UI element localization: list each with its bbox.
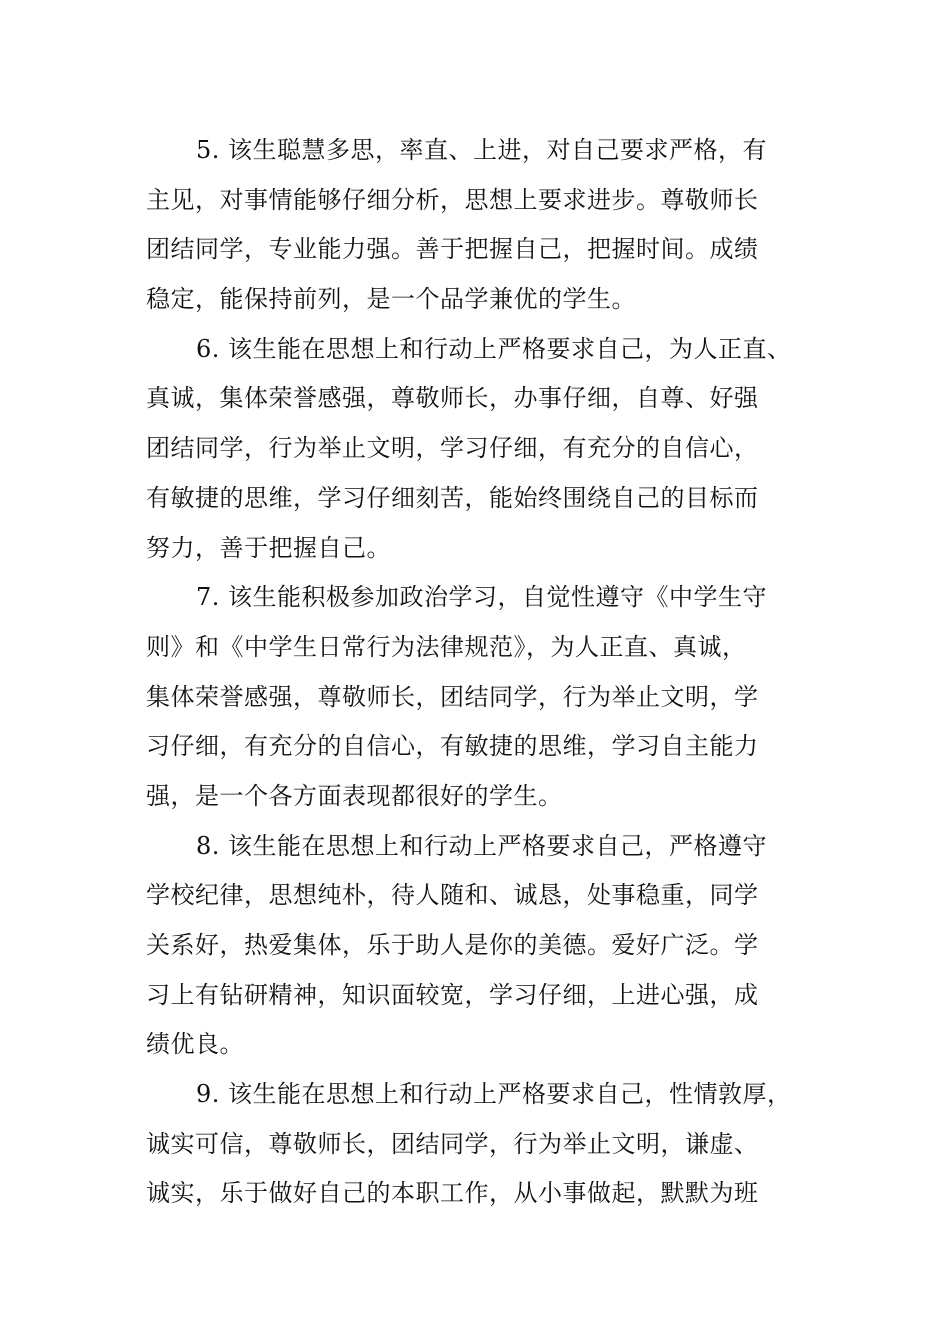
paragraph-5 xyxy=(146,126,836,325)
paragraph-line: 5. 该生聪慧多思，率直、上进，对自己要求严格，有 xyxy=(196,136,768,164)
paragraph-line: 稳定，能保持前列，是一个品学兼优的学生。 xyxy=(146,285,636,314)
paragraph-line: 主见，对事情能够仔细分析，思想上要求进步。尊敬师长 xyxy=(146,185,759,214)
paragraph-line: 绩优良。 xyxy=(146,1030,244,1059)
paragraph-line: 7. 该生能积极参加政治学习，自觉性遵守《中学生守 xyxy=(196,583,768,612)
paragraph-line: 则》和《中学生日常行为法律规范》，为人正直、真诚， xyxy=(146,632,747,661)
paragraph-line: 学校纪律，思想纯朴，待人随和、诚恳，处事稳重，同学 xyxy=(146,881,759,910)
paragraph-line: 团结同学，专业能力强。善于把握自己，把握时间。成绩 xyxy=(146,235,759,264)
paragraph-9 xyxy=(146,1070,836,1219)
paragraph-7 xyxy=(146,573,836,821)
paragraph-line: 8. 该生能在思想上和行动上严格要求自己，严格遵守 xyxy=(196,831,768,860)
paragraph-line: 6. 该生能在思想上和行动上严格要求自己，为人正直、 xyxy=(196,334,792,363)
paragraph-6 xyxy=(146,325,836,573)
paragraph-line: 有敏捷的思维，学习仔细刻苦，能始终围绕自己的目标而 xyxy=(146,483,759,512)
paragraph-line: 真诚，集体荣誉感强，尊敬师长，办事仔细，自尊、好强 xyxy=(146,384,759,413)
paragraph-line: 努力，善于把握自己。 xyxy=(146,533,391,562)
paragraph-8 xyxy=(146,822,836,1070)
paragraph-line: 习仔细，有充分的自信心，有敏捷的思维，学习自主能力 xyxy=(146,732,759,761)
paragraph-line: 关系好，热爱集体，乐于助人是你的美德。爱好广泛。学 xyxy=(146,931,759,959)
paragraph-line: 诚实可信，尊敬师长，团结同学，行为举止文明，谦虚、 xyxy=(146,1129,759,1158)
paragraph-line: 诚实，乐于做好自己的本职工作，从小事做起，默默为班 xyxy=(146,1179,759,1208)
paragraph-line: 强，是一个各方面表现都很好的学生。 xyxy=(146,781,563,810)
paragraph-line: 习上有钻研精神，知识面较宽，学习仔细，上进心强，成 xyxy=(146,980,759,1009)
paragraph-line: 团结同学，行为举止文明，学习仔细，有充分的自信心， xyxy=(146,434,759,463)
paragraph-line: 集体荣誉感强，尊敬师长，团结同学，行为举止文明，学 xyxy=(146,682,759,711)
paragraph-line: 9. 该生能在思想上和行动上严格要求自己，性情敦厚， xyxy=(196,1080,792,1109)
document-body xyxy=(146,126,836,1219)
